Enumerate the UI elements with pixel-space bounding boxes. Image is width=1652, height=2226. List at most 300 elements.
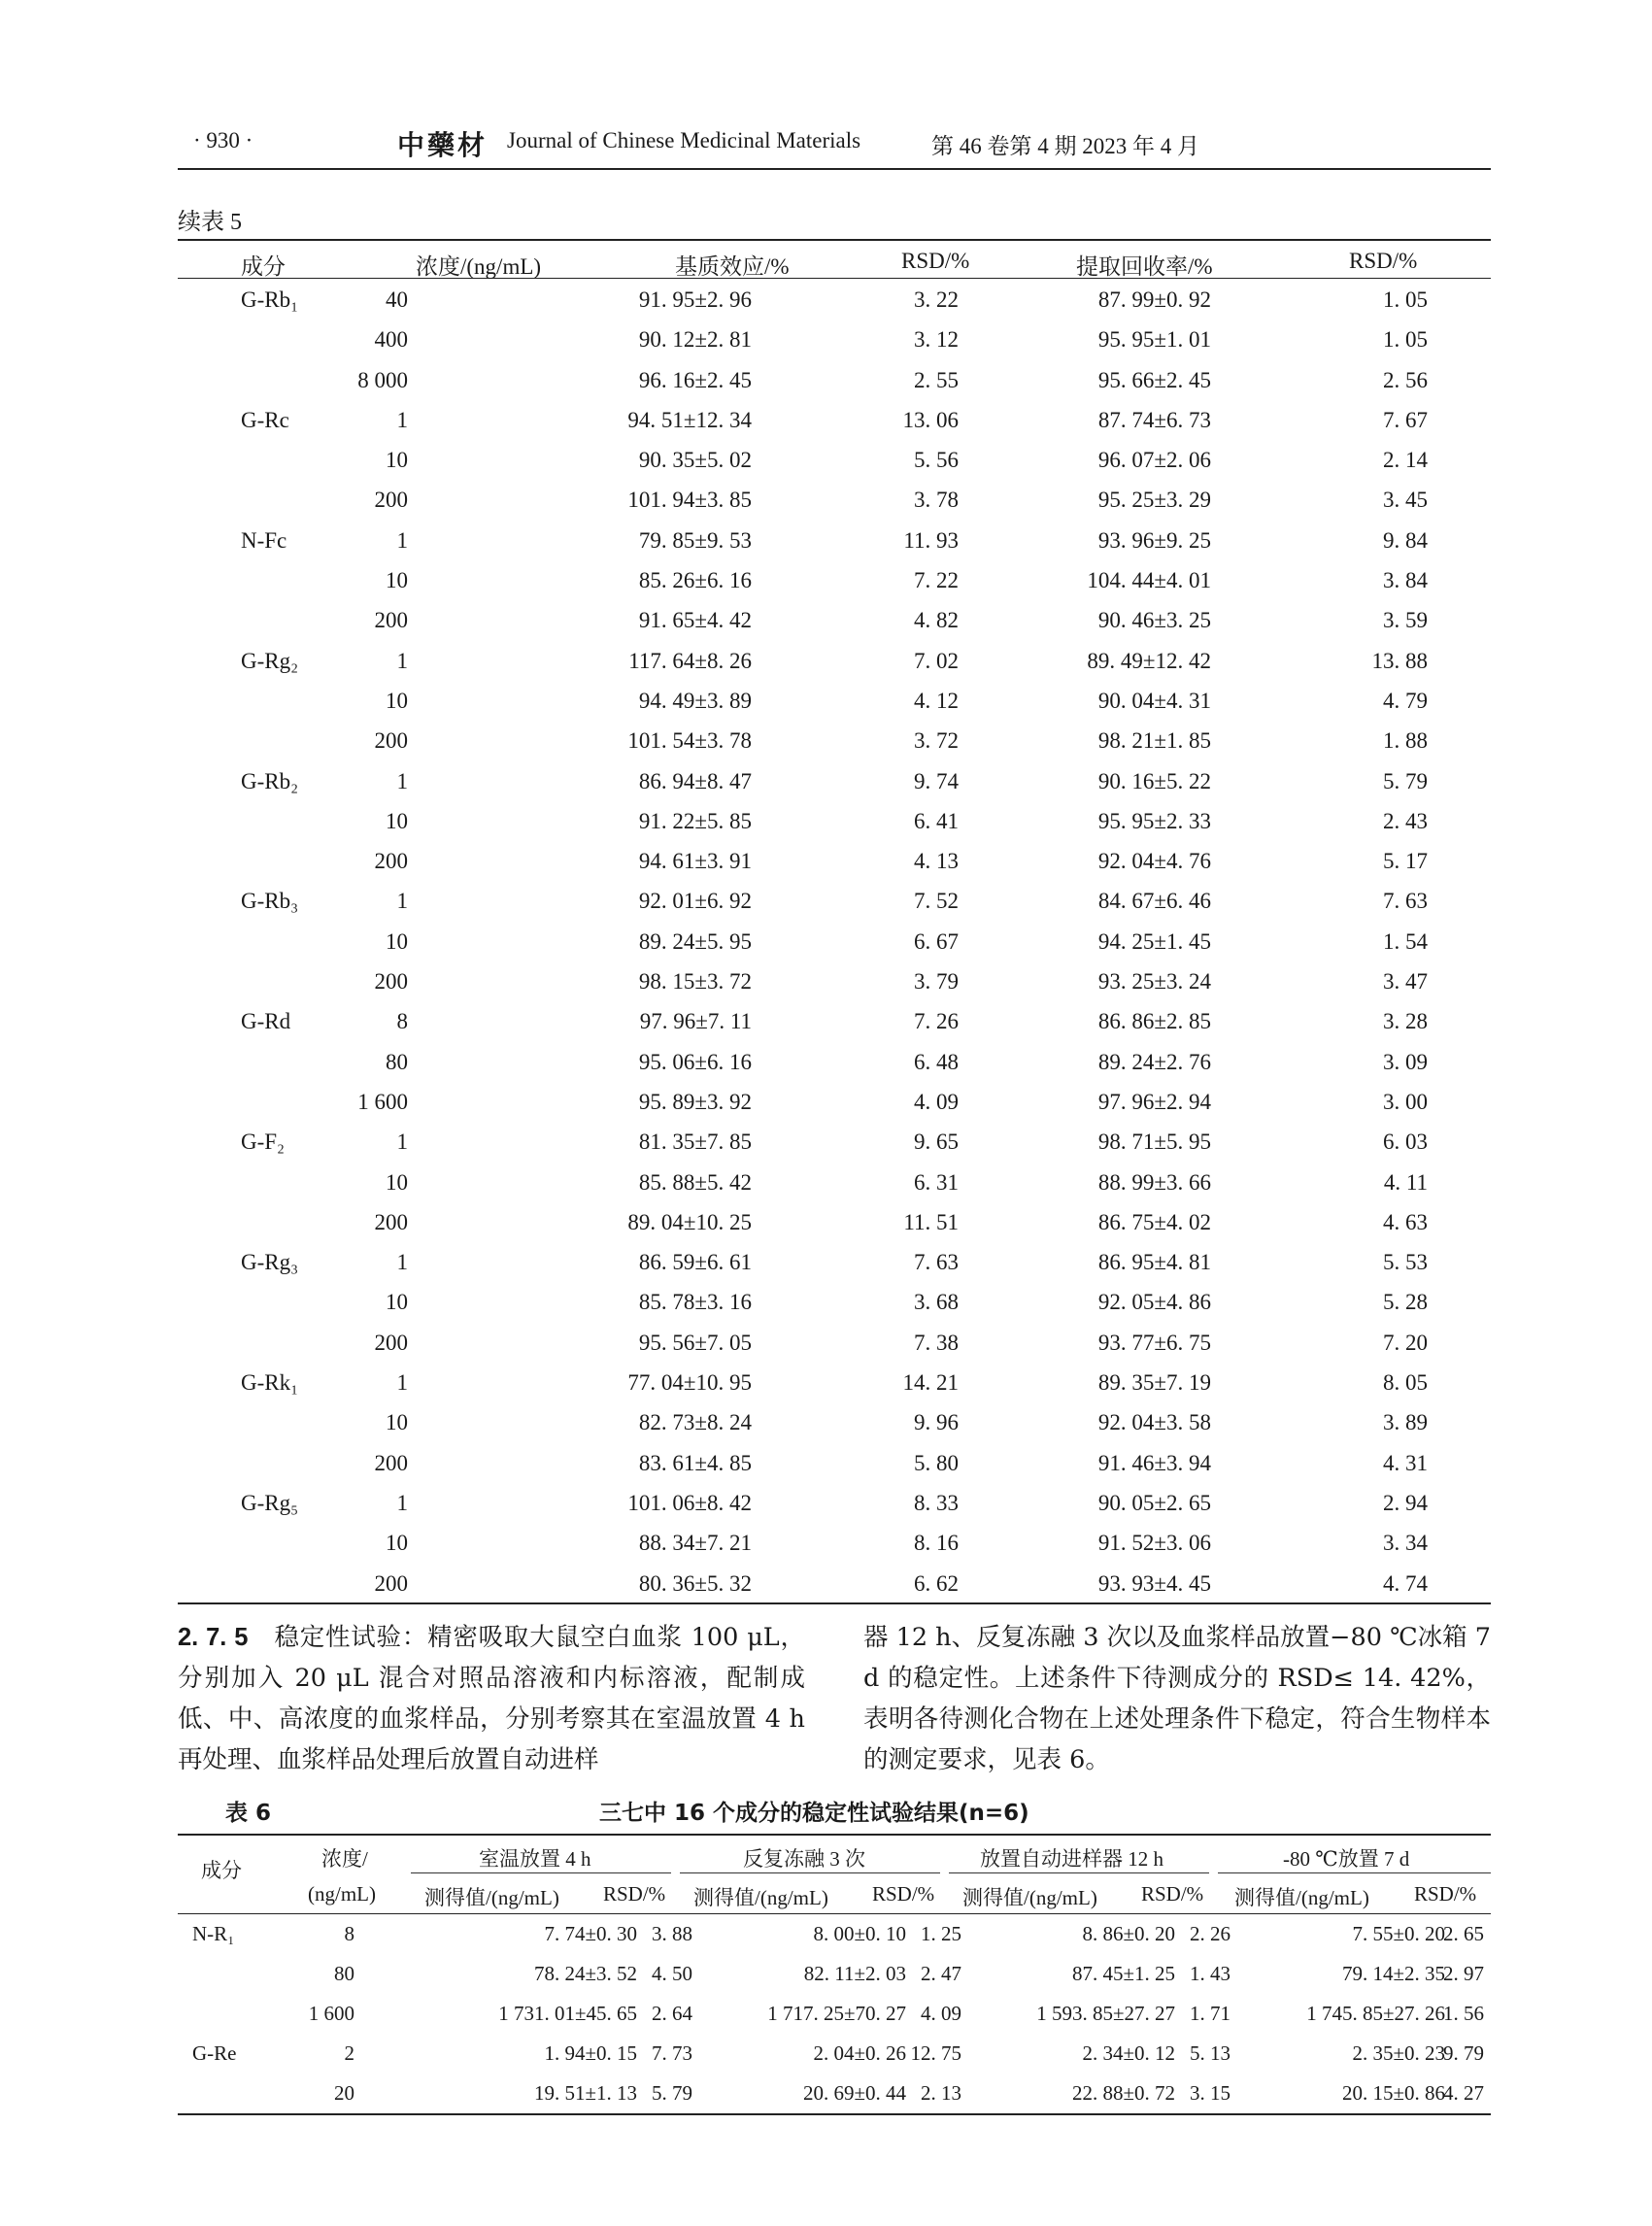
table-cell: 10 (386, 1410, 408, 1435)
col-header: 测得值/(ng/mL) (693, 1886, 828, 1909)
table-cell: 2. 55 (914, 367, 959, 392)
table-rule (178, 1602, 1491, 1604)
table-cell: 91. 52±3. 06 (1097, 1531, 1211, 1556)
table-cell: 7. 02 (914, 648, 959, 673)
table-cell: 86. 86±2. 85 (1097, 1009, 1211, 1034)
table-cell: 3. 78 (914, 488, 959, 513)
table-cell: 2. 97 (1443, 1962, 1484, 1985)
table-cell: 89. 49±12. 42 (1087, 648, 1211, 673)
table-cell: N-R₁ (192, 1922, 235, 1945)
table-cell: 77. 04±10. 95 (627, 1370, 752, 1396)
table-cell: G-Rb₂ (241, 768, 299, 793)
table-row (178, 961, 1491, 1000)
table-cell: 5. 79 (1383, 768, 1428, 793)
table-cell: 5. 13 (1190, 2041, 1231, 2065)
table-cell: 1 (396, 648, 408, 673)
table-cell: 80 (334, 1962, 354, 1985)
table-row (178, 1994, 1491, 2034)
table-cell: 2. 47 (921, 1962, 961, 1985)
col-header: RSD/% (1414, 1882, 1477, 1906)
table-cell: 101. 06±8. 42 (627, 1490, 752, 1515)
table6 (178, 1834, 1491, 2115)
group-rule (680, 1872, 940, 1873)
table-cell: 200 (374, 488, 408, 513)
table-cell: 1 717. 25±70. 27 (767, 2002, 906, 2025)
col-header: 成分 (201, 1859, 242, 1882)
table-cell: 1 (396, 1130, 408, 1155)
table-cell: 96. 07±2. 06 (1097, 448, 1211, 473)
table-cell: 1. 05 (1383, 327, 1428, 353)
col-header: 测得值/(ng/mL) (424, 1886, 559, 1909)
table-cell: 81. 35±7. 85 (638, 1130, 752, 1155)
table-cell: G-Re (192, 2041, 237, 2065)
table-cell: 2. 35±0. 23 (1352, 2041, 1445, 2065)
table-cell: 5. 53 (1383, 1250, 1428, 1275)
table-row (178, 880, 1491, 920)
paragraph-text: ：精密吸取大鼠空白血浆 100 μL，分别加入 20 μL 混合对照品溶液和内标溶液，配制成低、中、高浓度的血浆样品，分别考察其在室温放置 4 h 再处理、血浆样品处理后放置自动进样 (178, 1623, 806, 1774)
table-cell: 4. 82 (914, 608, 959, 633)
table-row (178, 559, 1491, 599)
table-row (178, 1281, 1491, 1321)
table-cell: 4. 63 (1383, 1209, 1428, 1234)
table-cell: 7. 67 (1383, 407, 1428, 432)
table-cell: 3. 68 (914, 1290, 959, 1315)
table-cell: 1 (396, 1370, 408, 1396)
col-header: 浓度/ (321, 1847, 368, 1871)
group-header: 放置自动进样器 12 h (980, 1847, 1163, 1871)
table6-header-row2 (178, 1874, 1491, 1913)
table-cell: 3. 47 (1383, 969, 1428, 995)
table-cell: 3. 88 (652, 1922, 692, 1945)
col-header: 提取回收率/% (1076, 254, 1213, 279)
col-header: 测得值/(ng/mL) (962, 1886, 1097, 1909)
table-cell: 85. 78±3. 16 (638, 1290, 752, 1315)
table-cell: 10 (386, 688, 408, 713)
table-cell: 94. 49±3. 89 (638, 688, 752, 713)
table-cell: 7. 52 (914, 889, 959, 914)
table6-label: 表 6 (225, 1801, 272, 1826)
table-cell: 92. 04±4. 76 (1097, 849, 1211, 874)
table-cell: 22. 88±0. 72 (1071, 2081, 1175, 2105)
table-cell: 2. 34±0. 12 (1082, 2041, 1175, 2065)
table-row (178, 1563, 1491, 1602)
table-cell: 8. 16 (914, 1531, 959, 1556)
table-cell: 1 745. 85±27. 26 (1306, 2002, 1445, 2025)
table-cell: 91. 22±5. 85 (638, 808, 752, 833)
table-cell: 200 (374, 608, 408, 633)
table-cell: 11. 51 (903, 1209, 959, 1234)
table-cell: 4. 12 (914, 688, 959, 713)
table-cell: 84. 67±6. 46 (1097, 889, 1211, 914)
table-cell: 6. 03 (1383, 1130, 1428, 1155)
table-cell: G-Rg₃ (241, 1250, 299, 1275)
table-row (178, 1000, 1491, 1040)
table-cell: 1. 71 (1190, 2002, 1231, 2025)
table-cell: 200 (374, 728, 408, 754)
table-row (178, 439, 1491, 479)
table-cell: 7. 20 (1383, 1330, 1428, 1355)
table-cell: 82. 11±2. 03 (803, 1962, 906, 1985)
page-number: · 930 · (193, 128, 253, 152)
table-cell: 4. 09 (921, 2002, 961, 2025)
table-cell: 13. 06 (902, 407, 959, 432)
table-cell: 1. 54 (1383, 928, 1428, 954)
table-row (178, 1201, 1491, 1241)
table-cell: G-Rb₁ (241, 287, 299, 312)
section-title: 稳定性试验 (274, 1623, 402, 1652)
table-cell: 1 600 (357, 1089, 408, 1114)
table-cell: 400 (374, 327, 408, 353)
table-cell: 87. 45±1. 25 (1071, 1962, 1175, 1985)
table-row (178, 1954, 1491, 1994)
table-cell: 3. 09 (1383, 1049, 1428, 1074)
table-cell: 7. 73 (652, 2041, 692, 2065)
table-cell: 1 (396, 889, 408, 914)
table-cell: 3. 22 (914, 287, 959, 312)
running-header (178, 124, 1491, 163)
table-cell: 2. 64 (652, 2002, 692, 2025)
table-cell: 95. 89±3. 92 (638, 1089, 752, 1114)
table-cell: 78. 24±3. 52 (533, 1962, 637, 1985)
table-cell: 98. 21±1. 85 (1097, 728, 1211, 754)
col-header: (ng/mL) (308, 1882, 376, 1906)
table-cell: 3. 28 (1383, 1009, 1428, 1034)
table6-body (178, 1914, 1491, 2113)
paragraph-right: 器 12 h、反复冻融 3 次以及血浆样品放置−80 ℃冰箱 7 d 的稳定性。上述条件下待测成分的 RSD≤ 14. 42%，表明各待测化合物在上述处理条件下稳定，符合生物样本的测定要求，见表 6。 (863, 1623, 1491, 1774)
table-cell: 95. 06±6. 16 (638, 1049, 752, 1074)
table-cell: 90. 04±4. 31 (1097, 688, 1211, 713)
table-row (178, 720, 1491, 759)
table-cell: 1 (396, 527, 408, 553)
table-cell: 4. 27 (1443, 2081, 1484, 2105)
table-cell: 2 (344, 2041, 354, 2065)
table-cell: 4. 13 (914, 849, 959, 874)
table-cell: 8. 86±0. 20 (1082, 1922, 1175, 1945)
table-cell: 9. 65 (914, 1130, 959, 1155)
table-cell: 2. 56 (1383, 367, 1428, 392)
table-cell: 11. 93 (903, 527, 959, 553)
table-cell: 94. 25±1. 45 (1097, 928, 1211, 954)
table-cell: 5. 17 (1383, 849, 1428, 874)
table-cell: 9. 96 (914, 1410, 959, 1435)
table-cell: 101. 54±3. 78 (627, 728, 752, 754)
table-cell: 80 (386, 1049, 408, 1074)
table-cell: 9. 79 (1443, 2041, 1484, 2065)
table-cell: 200 (374, 849, 408, 874)
table-cell: 4. 50 (652, 1962, 692, 1985)
table-cell: 95. 95±1. 01 (1097, 327, 1211, 353)
table-row (178, 640, 1491, 680)
table-cell: 94. 51±12. 34 (627, 407, 752, 432)
table-cell: 90. 05±2. 65 (1097, 1490, 1211, 1515)
table-cell: 88. 99±3. 66 (1097, 1169, 1211, 1195)
table-cell: 2. 94 (1383, 1490, 1428, 1515)
table-cell: 93. 96±9. 25 (1097, 527, 1211, 553)
table-cell: 3. 84 (1383, 568, 1428, 593)
col-header: RSD/% (872, 1882, 935, 1906)
table-cell: 1. 88 (1383, 728, 1428, 754)
table-row (178, 1522, 1491, 1562)
table5 (178, 239, 1491, 1604)
table-cell: 94. 61±3. 91 (638, 849, 752, 874)
table-cell: 5. 28 (1383, 1290, 1428, 1315)
table-cell: 200 (374, 1330, 408, 1355)
table-cell: 8 (344, 1922, 354, 1945)
table-cell: 95. 56±7. 05 (638, 1330, 752, 1355)
table-cell: 3. 72 (914, 728, 959, 754)
table-cell: 3. 12 (914, 327, 959, 353)
table-cell: 12. 75 (910, 2041, 961, 2065)
group-header: 室温放置 4 h (479, 1847, 591, 1871)
table-cell: 13. 88 (1371, 648, 1428, 673)
table-cell: 20 (334, 2081, 354, 2105)
table-cell: 3. 59 (1383, 608, 1428, 633)
table-cell: 7. 22 (914, 568, 959, 593)
table-cell: 8 000 (357, 367, 408, 392)
table-row (178, 1081, 1491, 1121)
section-number: 2. 7. 5 (178, 1624, 249, 1651)
table-cell: 6. 31 (914, 1169, 959, 1195)
table-cell: 91. 46±3. 94 (1097, 1450, 1211, 1475)
table-cell: 7. 63 (914, 1250, 959, 1275)
table-cell: 95. 66±2. 45 (1097, 367, 1211, 392)
table-cell: 9. 84 (1383, 527, 1428, 553)
table-cell: 10 (386, 1169, 408, 1195)
table-cell: 80. 36±5. 32 (638, 1570, 752, 1596)
table-cell: 95. 25±3. 29 (1097, 488, 1211, 513)
table-row (178, 479, 1491, 519)
table-row (178, 1121, 1491, 1161)
table-cell: 8. 33 (914, 1490, 959, 1515)
table-row (178, 1322, 1491, 1362)
table-cell: G-Rd (241, 1009, 291, 1034)
table-row (178, 2034, 1491, 2074)
table-row (178, 1041, 1491, 1081)
table-cell: 90. 46±3. 25 (1097, 608, 1211, 633)
table-cell: G-Rg₂ (241, 648, 299, 673)
table-cell: 90. 12±2. 81 (638, 327, 752, 353)
table-cell: 91. 65±4. 42 (638, 608, 752, 633)
journal-title-en: Journal of Chinese Medicinal Materials (507, 128, 861, 152)
table-cell: G-Rg₅ (241, 1490, 299, 1515)
volume-issue: 第 46 卷第 4 期 2023 年 4 月 (931, 134, 1199, 158)
table-cell: 82. 73±8. 24 (638, 1410, 752, 1435)
table-cell: 1 731. 01±45. 65 (498, 2002, 637, 2025)
table-cell: 87. 74±6. 73 (1097, 407, 1211, 432)
table-cell: 1 (396, 768, 408, 793)
table6-header-row1 (178, 1836, 1491, 1882)
table-cell: 1 593. 85±27. 27 (1036, 2002, 1175, 2025)
table-cell: 4. 09 (914, 1089, 959, 1114)
table-cell: 1. 43 (1190, 1962, 1231, 1985)
table5-caption: 续表 5 (178, 210, 242, 235)
table-row (178, 1914, 1491, 1954)
table-cell: 2. 04±0. 26 (813, 2041, 906, 2065)
table-cell: 1 (396, 407, 408, 432)
table-cell: 40 (386, 287, 408, 312)
table-cell: 2. 14 (1383, 448, 1428, 473)
table-cell: 1. 56 (1443, 2002, 1484, 2025)
table-cell: 20. 15±0. 86 (1341, 2081, 1445, 2105)
table-cell: 97. 96±2. 94 (1097, 1089, 1211, 1114)
table-cell: G-Rk₁ (241, 1370, 299, 1396)
group-header: 反复冻融 3 次 (743, 1847, 865, 1871)
table-cell: 1. 94±0. 15 (544, 2041, 637, 2065)
table-cell: G-F₂ (241, 1130, 286, 1155)
group-rule (949, 1872, 1209, 1873)
table-cell: 89. 35±7. 19 (1097, 1370, 1211, 1396)
col-header: 浓度/(ng/mL) (416, 254, 542, 279)
table-row (178, 760, 1491, 800)
table-cell: G-Rc (241, 407, 289, 432)
table-row (178, 1241, 1491, 1281)
table6-title: 三七中 16 个成分的稳定性试验结果(n=6) (599, 1801, 1029, 1826)
table-cell: 5. 80 (914, 1450, 959, 1475)
table-cell: 87. 99±0. 92 (1097, 287, 1211, 312)
paragraph-left (178, 1617, 805, 1780)
table-cell: 6. 62 (914, 1570, 959, 1596)
table-cell: 4. 31 (1383, 1450, 1428, 1475)
table-cell: 79. 85±9. 53 (638, 527, 752, 553)
table-cell: 101. 94±3. 85 (627, 488, 752, 513)
table-cell: 7. 38 (914, 1330, 959, 1355)
table-cell: 3. 34 (1383, 1531, 1428, 1556)
table-cell: 92. 04±3. 58 (1097, 1410, 1211, 1435)
table-cell: 3. 15 (1190, 2081, 1231, 2105)
table-cell: 8. 00±0. 10 (813, 1922, 906, 1945)
table-cell: 95. 95±2. 33 (1097, 808, 1211, 833)
table-cell: 86. 94±8. 47 (638, 768, 752, 793)
table-cell: 3. 79 (914, 969, 959, 995)
table-cell: 104. 44±4. 01 (1087, 568, 1211, 593)
col-header: RSD/% (901, 249, 970, 273)
table-cell: 96. 16±2. 45 (638, 367, 752, 392)
table-cell: 6. 41 (914, 808, 959, 833)
table-cell: 2. 65 (1443, 1922, 1484, 1945)
table-cell: 2. 13 (921, 2081, 961, 2105)
table-cell: 90. 16±5. 22 (1097, 768, 1211, 793)
table-cell: 6. 67 (914, 928, 959, 954)
table-cell: 200 (374, 969, 408, 995)
table-row (178, 921, 1491, 961)
table-cell: 92. 05±4. 86 (1097, 1290, 1211, 1315)
table-row (178, 520, 1491, 559)
table-row (178, 840, 1491, 880)
group-rule (411, 1872, 671, 1873)
table-cell: 5. 56 (914, 448, 959, 473)
table-cell: 7. 63 (1383, 889, 1428, 914)
table-cell: 89. 04±10. 25 (627, 1209, 752, 1234)
table-cell: 10 (386, 448, 408, 473)
table-cell: 4. 79 (1383, 688, 1428, 713)
table-cell: 92. 01±6. 92 (638, 889, 752, 914)
table-cell: 8. 05 (1383, 1370, 1428, 1396)
table-cell: 7. 55±0. 20 (1352, 1922, 1445, 1945)
col-header: 成分 (241, 254, 286, 279)
table-row (178, 399, 1491, 439)
table-row (178, 279, 1491, 319)
table-row (178, 599, 1491, 639)
table-cell: 89. 24±5. 95 (638, 928, 752, 954)
table-row (178, 680, 1491, 720)
table-cell: 2. 26 (1190, 1922, 1231, 1945)
table-cell: 10 (386, 928, 408, 954)
table-cell: 93. 93±4. 45 (1097, 1570, 1211, 1596)
table-cell: 90. 35±5. 02 (638, 448, 752, 473)
table-cell: 2. 43 (1383, 808, 1428, 833)
table-cell: 1 (396, 1490, 408, 1515)
table-cell: 10 (386, 1290, 408, 1315)
table-cell: 14. 21 (902, 1370, 959, 1396)
table-cell: 91. 95±2. 96 (638, 287, 752, 312)
table-cell: 1. 05 (1383, 287, 1428, 312)
table-row (178, 800, 1491, 840)
table-cell: 7. 74±0. 30 (544, 1922, 637, 1945)
table-row (178, 319, 1491, 358)
table-cell: 89. 24±2. 76 (1097, 1049, 1211, 1074)
table-row (178, 1362, 1491, 1401)
table-cell: 3. 00 (1383, 1089, 1428, 1114)
table-cell: 85. 26±6. 16 (638, 568, 752, 593)
header-rule (178, 168, 1491, 170)
table-cell: 200 (374, 1209, 408, 1234)
table-rule (178, 2113, 1491, 2115)
table-cell: 1 600 (308, 2002, 354, 2025)
table5-header (178, 241, 1491, 278)
table-row (178, 1401, 1491, 1441)
table-cell: 86. 75±4. 02 (1097, 1209, 1211, 1234)
col-header: RSD/% (1141, 1882, 1204, 1906)
table-cell: 85. 88±5. 42 (638, 1169, 752, 1195)
table-cell: 93. 25±3. 24 (1097, 969, 1211, 995)
table-cell: 83. 61±4. 85 (638, 1450, 752, 1475)
table-cell: 98. 15±3. 72 (638, 969, 752, 995)
table-cell: 86. 95±4. 81 (1097, 1250, 1211, 1275)
table-row (178, 1442, 1491, 1482)
table-cell: 10 (386, 568, 408, 593)
table-cell: 3. 45 (1383, 488, 1428, 513)
table-cell: 20. 69±0. 44 (802, 2081, 906, 2105)
table-row (178, 359, 1491, 399)
group-rule (1218, 1872, 1491, 1873)
table-cell: G-Rb₃ (241, 889, 299, 914)
table-cell: 7. 26 (914, 1009, 959, 1034)
col-header: 测得值/(ng/mL) (1234, 1886, 1369, 1909)
col-header: RSD/% (603, 1882, 666, 1906)
table-cell: 200 (374, 1450, 408, 1475)
table-cell: 4. 11 (1383, 1169, 1428, 1195)
table-cell: 97. 96±7. 11 (639, 1009, 752, 1034)
table-row (178, 2074, 1491, 2113)
table-cell: 10 (386, 1531, 408, 1556)
table-cell: 5. 79 (652, 2081, 692, 2105)
table-row (178, 1482, 1491, 1522)
table-cell: 79. 14±2. 35 (1341, 1962, 1445, 1985)
table-cell: 8 (396, 1009, 408, 1034)
table-cell: 1 (396, 1250, 408, 1275)
group-header: -80 ℃放置 7 d (1283, 1847, 1410, 1871)
col-header: RSD/% (1349, 249, 1418, 273)
table-cell: 19. 51±1. 13 (533, 2081, 637, 2105)
table-cell: 93. 77±6. 75 (1097, 1330, 1211, 1355)
table-cell: 88. 34±7. 21 (638, 1531, 752, 1556)
table-cell: 86. 59±6. 61 (638, 1250, 752, 1275)
table5-body (178, 279, 1491, 1602)
table-cell: N-Fc (241, 527, 287, 553)
table-cell: 6. 48 (914, 1049, 959, 1074)
table-cell: 4. 74 (1383, 1570, 1428, 1596)
table-row (178, 1162, 1491, 1201)
